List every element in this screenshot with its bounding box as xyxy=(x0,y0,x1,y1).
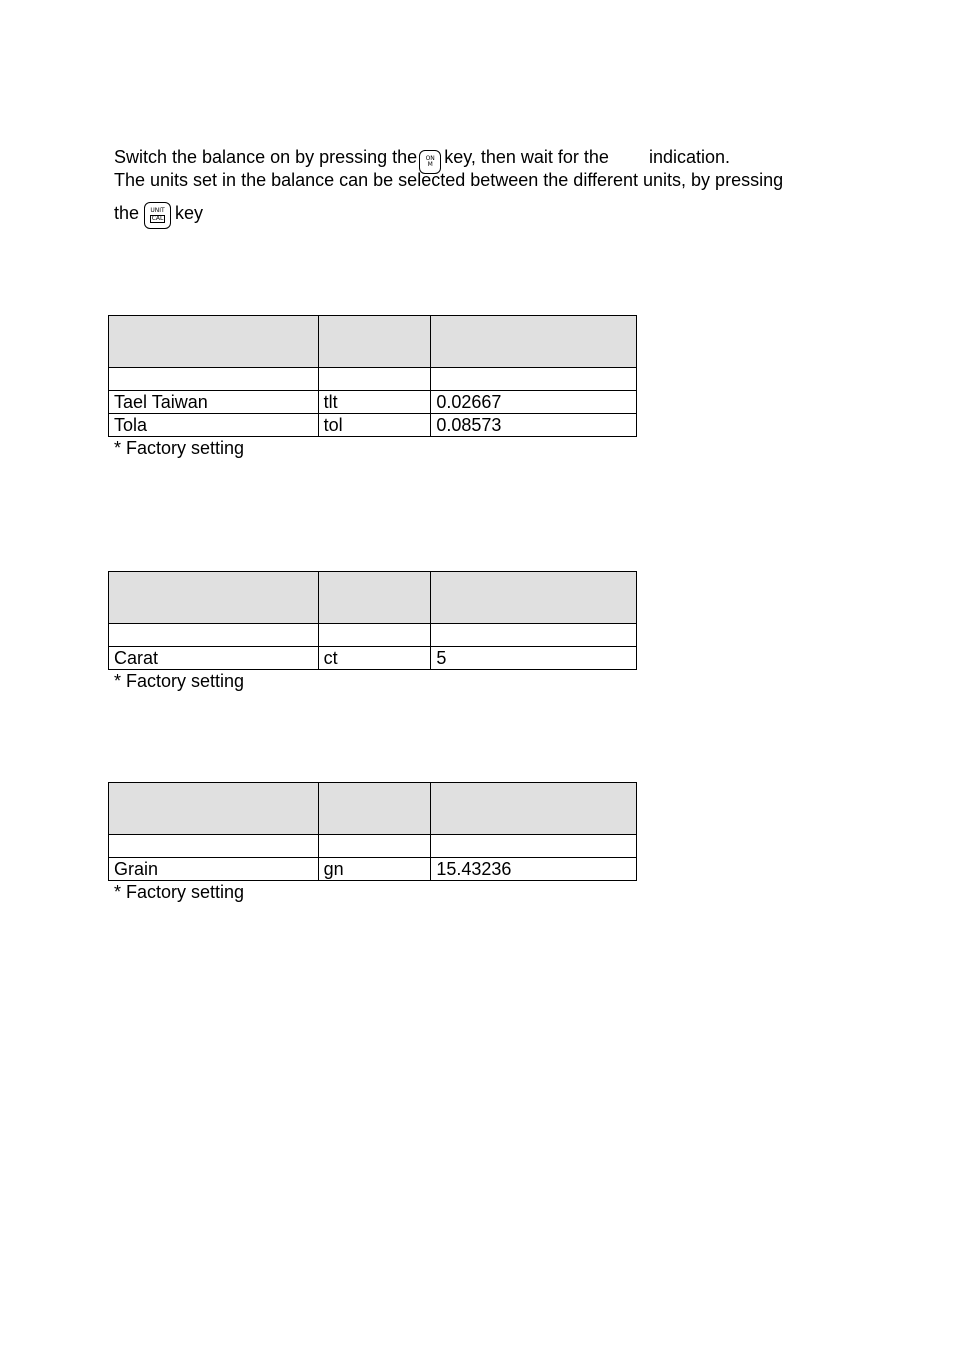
units-table-1 xyxy=(108,315,637,437)
intro-line-3 xyxy=(114,202,203,229)
on-m-key-icon: ON M xyxy=(419,150,441,174)
table-header-row xyxy=(109,316,637,368)
unit-name: Tael Taiwan xyxy=(109,391,319,414)
unit-factor: 15.43236 xyxy=(431,858,637,881)
unit-name: Carat xyxy=(109,647,319,670)
unit-abbr: tlt xyxy=(318,391,431,414)
table-row xyxy=(109,647,637,670)
unit-cal-key-icon: UNIT CAL xyxy=(144,202,171,229)
unit-factor: 0.02667 xyxy=(431,391,637,414)
unit-abbr: gn xyxy=(318,858,431,881)
table-row xyxy=(109,391,637,414)
intro-line-2: The units set in the balance can be selected between the different units, by pressing xyxy=(114,170,784,190)
units-table-2 xyxy=(108,571,637,670)
units-table-3 xyxy=(108,782,637,881)
table-header-row xyxy=(109,783,637,835)
table-row xyxy=(109,858,637,881)
table-blank-row xyxy=(109,368,637,391)
table-row xyxy=(109,414,637,437)
intro-text: indication. xyxy=(648,147,731,167)
unit-abbr: ct xyxy=(318,647,431,670)
factory-setting-note: * Factory setting xyxy=(114,882,245,902)
unit-name: Tola xyxy=(109,414,319,437)
unit-name: Grain xyxy=(109,858,319,881)
factory-setting-note: * Factory setting xyxy=(114,671,245,691)
intro-text: Switch the balance on by pressing the xyxy=(114,147,418,167)
intro-text: key xyxy=(175,203,204,223)
table-blank-row xyxy=(109,624,637,647)
unit-factor: 5 xyxy=(431,647,637,670)
unit-factor: 0.08573 xyxy=(431,414,637,437)
intro-text: the xyxy=(114,203,140,223)
intro-text: key, then wait for the xyxy=(444,147,609,167)
table-header-row xyxy=(109,572,637,624)
unit-abbr: tol xyxy=(318,414,431,437)
table-blank-row xyxy=(109,835,637,858)
factory-setting-note: * Factory setting xyxy=(114,438,245,458)
